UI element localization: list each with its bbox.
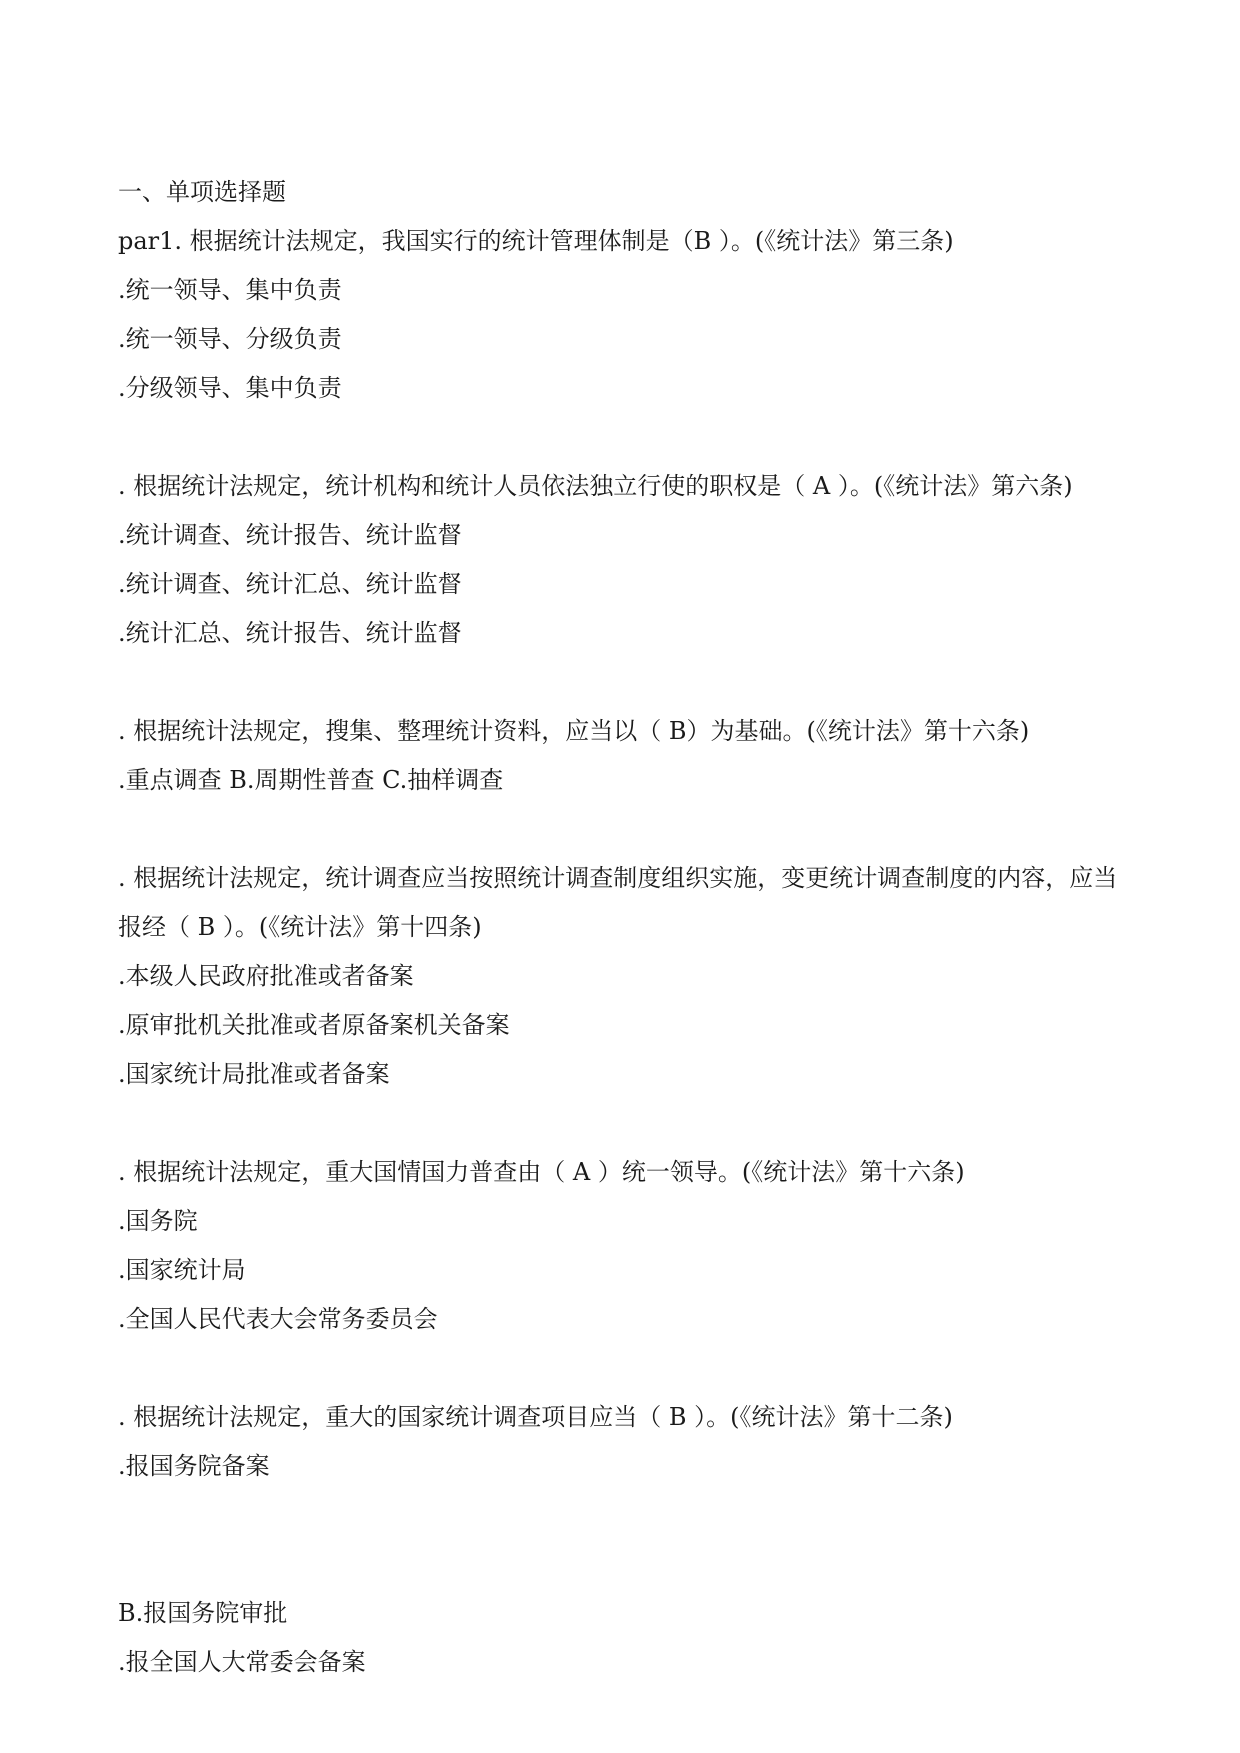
question-2-option: .统计汇总、统计报告、统计监督 [118,619,462,647]
question-6-option: .报国务院备案 [118,1452,270,1480]
question-5-option: .国家统计局 [118,1256,246,1284]
question-1-stem: par1. 根据统计法规定，我国实行的统计管理体制是（B ）。(《统计法》第三条) [118,227,954,255]
document-body [118,168,1128,1687]
question-1-option: .统一领导、分级负责 [118,325,342,353]
question-5-option: .全国人民代表大会常务委员会 [118,1305,438,1333]
spacer [118,413,1128,462]
question-4-option: .原审批机关批准或者原备案机关备案 [118,1011,510,1039]
question-2-option: .统计调查、统计报告、统计监督 [118,521,462,549]
question-3-option: .重点调查 B.周期性普查 C.抽样调查 [118,766,504,794]
section-title: 一、单项选择题 [118,178,286,206]
question-1-option: .统一领导、集中负责 [118,276,342,304]
question-5-option: .国务院 [118,1207,198,1235]
spacer [118,1491,1128,1589]
spacer [118,658,1128,707]
question-5-stem: . 根据统计法规定，重大国情国力普查由（ A ）统一领导。(《统计法》第十六条) [118,1158,965,1186]
question-1-option: .分级领导、集中负责 [118,374,342,402]
question-6-stem: . 根据统计法规定，重大的国家统计调查项目应当（ B ）。(《统计法》第十二条) [118,1403,953,1431]
question-4-stem: . 根据统计法规定，统计调查应当按照统计调查制度组织实施，变更统计调查制度的内容，应当报经（ B ）。(《统计法》第十四条) [118,864,1118,941]
question-6-option: B.报国务院审批 [118,1599,288,1627]
question-2-option: .统计调查、统计汇总、统计监督 [118,570,462,598]
question-4-option: .本级人民政府批准或者备案 [118,962,414,990]
spacer [118,1344,1128,1393]
question-6-option: .报全国人大常委会备案 [118,1648,366,1676]
question-2-stem: . 根据统计法规定，统计机构和统计人员依法独立行使的职权是（ A ）。(《统计法》第六条) [118,472,1073,500]
question-3-stem: . 根据统计法规定，搜集、整理统计资料，应当以（ B）为基础。(《统计法》第十六条) [118,717,1030,745]
spacer [118,1099,1128,1148]
question-4-option: .国家统计局批准或者备案 [118,1060,390,1088]
spacer [118,805,1128,854]
